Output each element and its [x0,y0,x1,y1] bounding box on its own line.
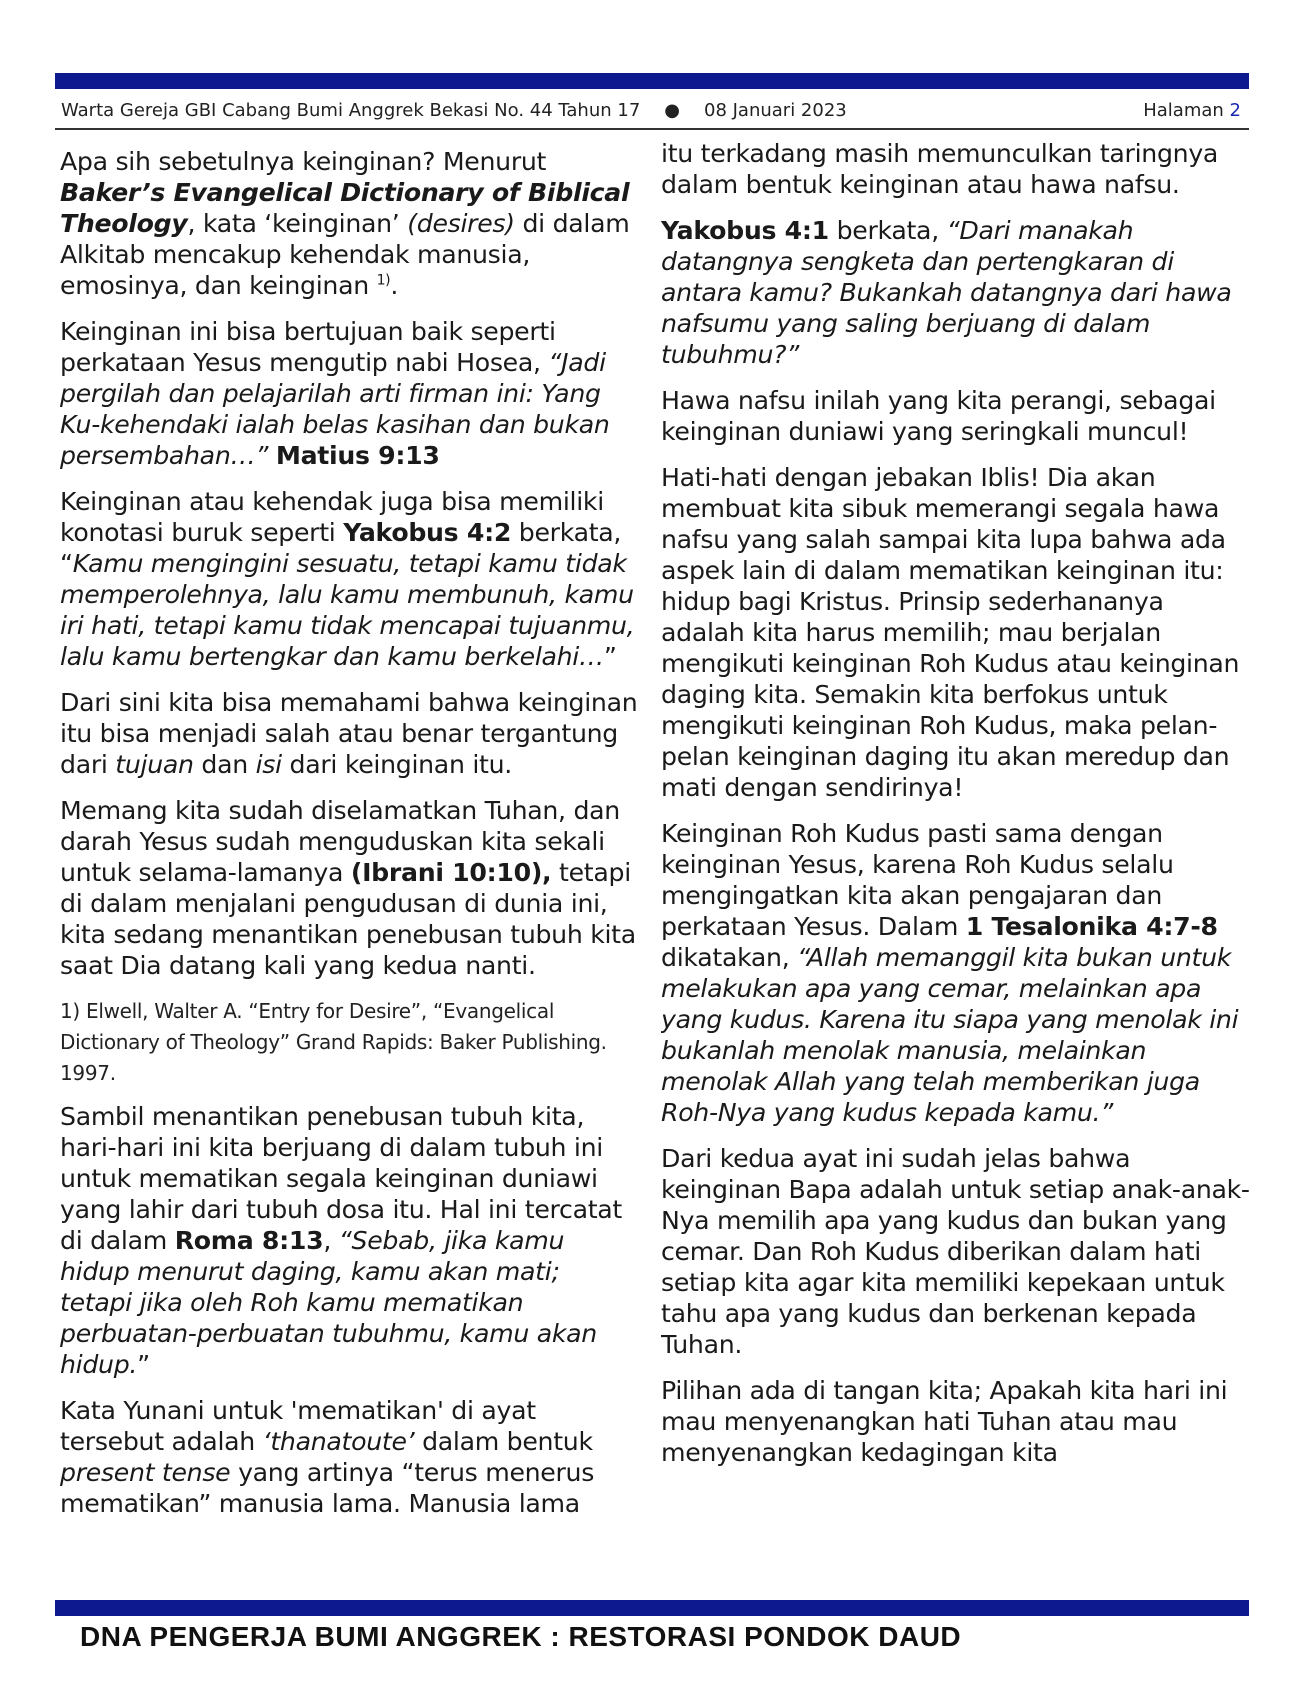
text: ” [137,1350,150,1379]
text: Sambil menantikan penebusan tubuh kita, hari-hari ini kita berjuang di dalam tubuh ini untuk mematikan segala keinginan duniawi yang lahir dari tubuh dosa itu. Hal ini tercatat di dalam [60,1102,622,1255]
text: Keinginan Roh Kudus pasti sama dengan keinginan Yesus, karena Roh Kudus selalu mengingatkan kita akan pengajaran dan perkataan Yesus. Dalam [661,819,1174,941]
scripture-quote: “Allah memanggil kita bukan untuk melakukan apa yang cemar, melainkan apa yang kudus. Karena itu siapa yang menolak ini bukanlah menolak manusia, melainkan menolak Allah yang telah memberikan juga Roh-Nya yang kudus kepada kamu.” [661,943,1239,1127]
paragraph [60,1101,638,1380]
page-number: 2 [1229,100,1241,121]
paragraph [60,146,638,301]
text: dan [193,750,256,779]
paragraph: itu terkadang masih memunculkan taringnya dalam bentuk keinginan atau hawa nafsu. [661,139,1219,199]
top-bar [55,73,1249,89]
scripture-ref: 1 Tesalonika 4:7-8 [965,912,1218,941]
text: Keinginan ini bisa bertujuan baik seperti perkataan Yesus mengutip nabi Hosea, [60,317,556,377]
scripture-quote: “Jadi pergilah dan pelajarilah arti firman ini: Yang Ku-kehendaki ialah belas kasihan dan bukan persembahan…” [60,348,610,470]
term: isi [255,750,282,779]
text: Keinginan atau kehendak juga bisa memiliki konotasi buruk seperti [60,487,604,547]
scripture-ref: Yakobus 4:2 [343,518,512,547]
text: . [390,271,399,300]
text: berkata, “ [60,518,622,578]
scripture-quote: “Sebab, jika kamu hidup menurut daging, kamu akan mati; tetapi jika oleh Roh kamu mematikan perbuatan-perbuatan tubuhmu, kamu akan hidup. [60,1226,597,1379]
paragraph [60,795,638,981]
term: (desires) [407,209,515,238]
paragraph: Hawa nafsu inilah yang kita perangi, sebagai keinginan duniawi yang seringkali muncul! [661,386,1216,446]
bottom-bar [55,1600,1249,1616]
text: berkata, [828,216,947,245]
paragraph: Dari kedua ayat ini sudah jelas bahwa keinginan Bapa adalah untuk setiap anak-anak-Nya memilih apa yang kudus dan bukan yang cemar. Dan Roh Kudus diberikan dalam hati setiap kita agar kita memiliki kepekaan untuk tahu apa yang kudus dan berkenan kepada Tuhan. [661,1144,1250,1359]
paragraph [60,316,638,471]
paragraph [60,1395,638,1519]
footnote: 1) Elwell, Walter A. “Entry for Desire”, “Evangelical Dictionary of Theology” Grand Rapids: Baker Publishing. 1997. [60,999,607,1085]
publication-info: Warta Gereja GBI Cabang Bumi Anggrek Bekasi No. 44 Tahun 17 [61,100,641,121]
text: Dari sini kita bisa memahami bahwa keinginan itu bisa menjadi salah atau benar tergantung dari [60,688,638,779]
scripture-quote: Kamu mengingini sesuatu, tetapi kamu tidak memperolehnya, lalu kamu membunuh, kamu iri hati, tetapi kamu tidak mencapai tujuanmu, lalu kamu bertengkar dan kamu berkelahi… [60,549,635,671]
paragraph [60,486,638,672]
text: Apa sih sebetulnya keinginan? Menurut [60,147,547,176]
page-label: Halaman [1143,100,1224,121]
term: tujuan [115,750,194,779]
scripture-ref: (Ibrani 10:10), [350,858,552,887]
paragraph: Hati-hati dengan jebakan Iblis! Dia akan membuat kita sibuk memerangi segala hawa nafsu yang salah sampai kita lupa bahwa ada aspek lain di dalam mematikan keinginan itu: hidup bagi Kristus. Prinsip sederhananya adalah kita harus memilih; mau berjalan mengikuti keinginan Roh Kudus atau keinginan daging kita. Semakin kita berfokus untuk mengikuti keinginan Roh Kudus, maka pelan-pelan keinginan daging itu akan meredup dan mati dengan sendirinya! [661,463,1240,802]
paragraph: Pilihan ada di tangan kita; Apakah kita hari ini mau menyenangkan hati Tuhan atau mau menyenangkan kedagingan kita [661,1376,1228,1467]
text: dikatakan, [661,943,798,972]
text: Memang kita sudah diselamatkan Tuhan, dan darah Yesus sudah menguduskan kita sekali untuk selama-lamanya [60,796,620,887]
page-header [55,98,1249,130]
scripture-ref: Matius 9:13 [275,441,440,470]
dictionary-title: Baker’s Evangelical Dictionary of Biblical Theology [60,178,630,238]
header-bullet: ● [664,100,680,121]
paragraph [661,818,1251,1128]
page-indicator [1143,100,1241,121]
scripture-quote: “Dari manakah datangnya sengketa dan pertengkaran di antara kamu? Bukankah datangnya dari hawa nafsumu yang saling berjuang di dalam tubuhmu?” [661,216,1232,369]
paragraph [661,215,1251,370]
term: present tense [60,1458,231,1487]
text: tetapi di dalam menjalani pengudusan di dunia ini, kita sedang menantikan penebusan tubuh kita saat Dia datang kali yang kedua nanti. [60,858,636,980]
text: , [323,1226,339,1255]
text: Kata Yunani untuk 'mematikan' di ayat tersebut adalah [60,1396,536,1456]
text: ” [603,642,617,671]
issue-date: 08 Januari 2023 [704,100,847,121]
left-column [60,146,638,1601]
greek-term: ‘thanatoute’ [262,1427,415,1456]
text: dalam bentuk [414,1427,593,1456]
text: dari keinginan itu. [281,750,512,779]
header-left [61,100,847,121]
text: di dalam Alkitab mencakup kehendak manusia, emosinya, dan keinginan [60,209,630,300]
paragraph [60,687,638,780]
right-column [661,138,1251,1593]
scripture-ref: Yakobus 4:1 [661,216,829,245]
text: yang artinya “terus menerus mematikan” manusia lama. Manusia lama [60,1458,595,1518]
scripture-ref: Roma 8:13 [174,1226,324,1255]
footer-motto: DNA PENGERJA BUMI ANGGREK : RESTORASI PONDOK DAUD [80,1621,962,1652]
footnote-ref: 1) [376,272,391,289]
text: , kata ‘keinginan’ [187,209,408,238]
